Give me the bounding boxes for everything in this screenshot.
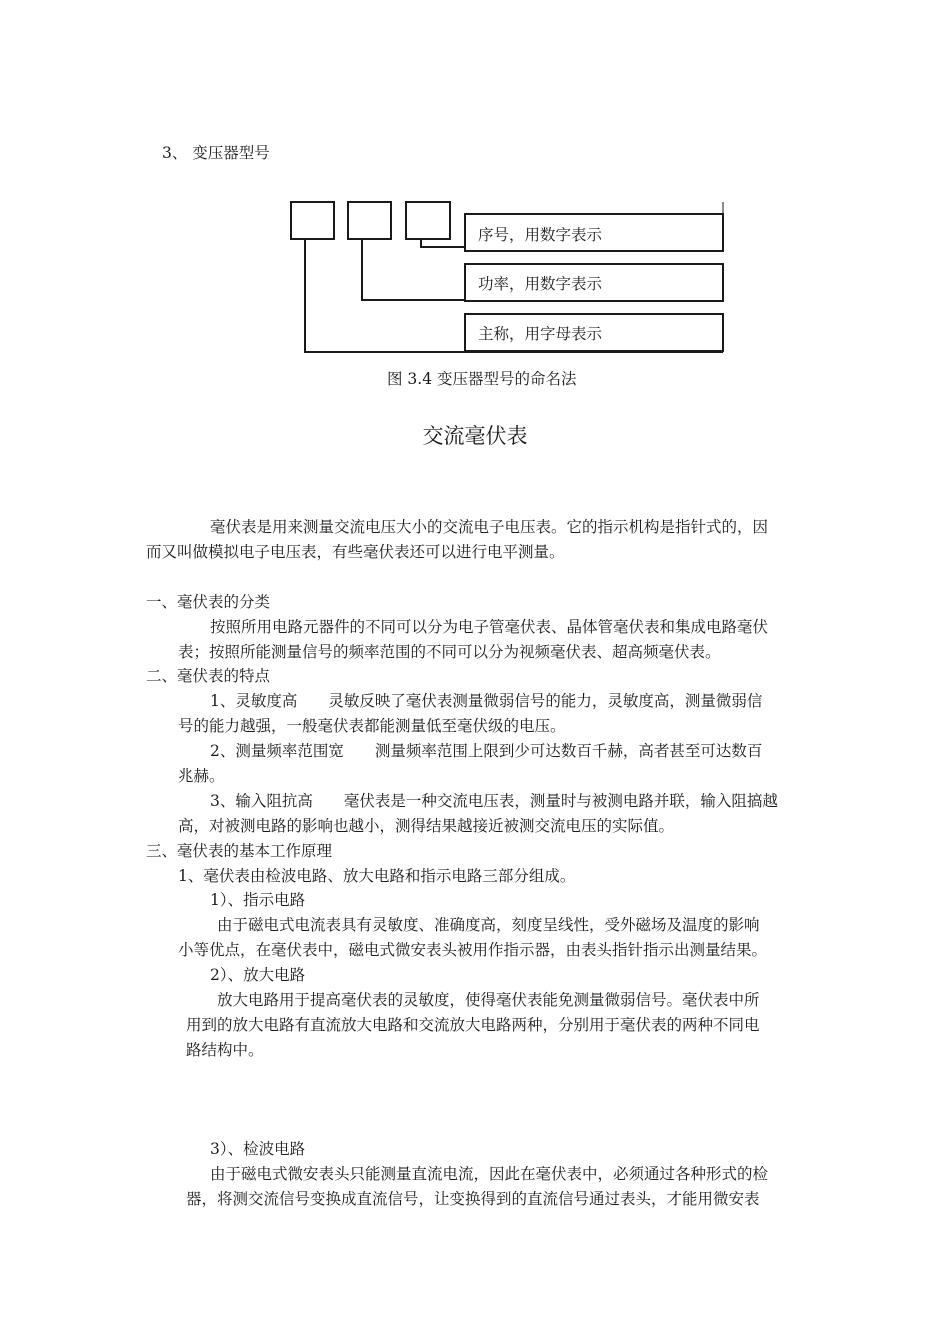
figure-caption: 图 3.4 变压器型号的命名法 xyxy=(387,370,577,388)
diagram-label-serial: 序号，用数字表示 xyxy=(478,226,603,244)
classification-heading: 一、毫伏表的分类 xyxy=(146,593,271,611)
code-box-3 xyxy=(406,202,450,239)
indicator-heading: 1）、指示电路 xyxy=(210,891,306,909)
feature-line: 兆赫。 xyxy=(178,767,225,785)
page-title: 交流毫伏表 xyxy=(422,424,528,448)
intro-line: 毫伏表是用来测量交流电压大小的交流电子电压表。它的指示机构是指针式的，因 xyxy=(210,518,769,536)
feature-line: 高，对被测电路的影响也越小，测得结果越接近被测交流电压的实际值。 xyxy=(178,817,675,835)
amplifier-line: 用到的放大电路有直流放大电路和交流放大电路两种，分别用于毫伏表的两种不同电 xyxy=(186,1016,760,1034)
diagram-label-main: 主称，用字母表示 xyxy=(478,325,603,343)
feature-line: 号的能力越强，一般毫伏表都能测量低至毫伏级的电压。 xyxy=(178,717,566,735)
intro-line: 而又叫做模拟电子电压表，有些毫伏表还可以进行电平测量。 xyxy=(146,543,565,561)
feature-line: 2、测量频率范围宽 测量频率范围上限到少可达数百千赫，高者甚至可达数百 xyxy=(210,742,763,760)
transformer-naming-diagram xyxy=(0,0,950,400)
amplifier-line: 放大电路用于提高毫伏表的灵敏度，使得毫伏表能免测量微弱信号。毫伏表中所 xyxy=(217,991,760,1009)
features-heading: 二、毫伏表的特点 xyxy=(146,667,271,685)
connector-1 xyxy=(421,239,465,247)
feature-line: 1、灵敏度高 灵敏反映了毫伏表测量微弱信号的能力，灵敏度高，测量微弱信 xyxy=(210,692,763,710)
connector-2 xyxy=(362,239,465,300)
feature-line: 3、输入阻抗高 毫伏表是一种交流电压表，测量时与被测电路并联，输入阻搞越 xyxy=(210,792,778,810)
section-heading: 3、 变压器型号 xyxy=(162,144,270,162)
indicator-line: 由于磁电式电流表具有灵敏度、准确度高，刻度呈线性，受外磁场及温度的影响 xyxy=(217,916,760,934)
detector-heading: 3）、检波电路 xyxy=(210,1140,306,1158)
classification-line: 按照所用电路元器件的不同可以分为电子管毫伏表、晶体管毫伏表和集成电路毫伏 xyxy=(210,618,769,636)
amplifier-heading: 2）、放大电路 xyxy=(210,966,306,984)
code-box-2 xyxy=(348,202,391,239)
principle-composition: 1、毫伏表由检波电路、放大电路和指示电路三部分组成。 xyxy=(178,867,576,885)
classification-line: 表；按照所能测量信号的频率范围的不同可以分为视频毫伏表、超高频毫伏表。 xyxy=(178,643,721,661)
diagram-label-power: 功率，用数字表示 xyxy=(478,275,603,293)
detector-line: 器，将测交流信号变换成直流信号，让变换得到的直流信号通过表头，才能用微安表 xyxy=(186,1190,760,1208)
amplifier-line: 路结构中。 xyxy=(186,1041,264,1059)
principle-heading: 三、毫伏表的基本工作原理 xyxy=(146,842,333,860)
detector-line: 由于磁电式微安表头只能测量直流电流，因此在毫伏表中，必须通过各种形式的检 xyxy=(210,1165,769,1183)
code-box-1 xyxy=(291,202,334,239)
indicator-line: 小等优点，在毫伏表中，磁电式微安表头被用作指示器，由表头指针指示出测量结果。 xyxy=(178,941,768,959)
